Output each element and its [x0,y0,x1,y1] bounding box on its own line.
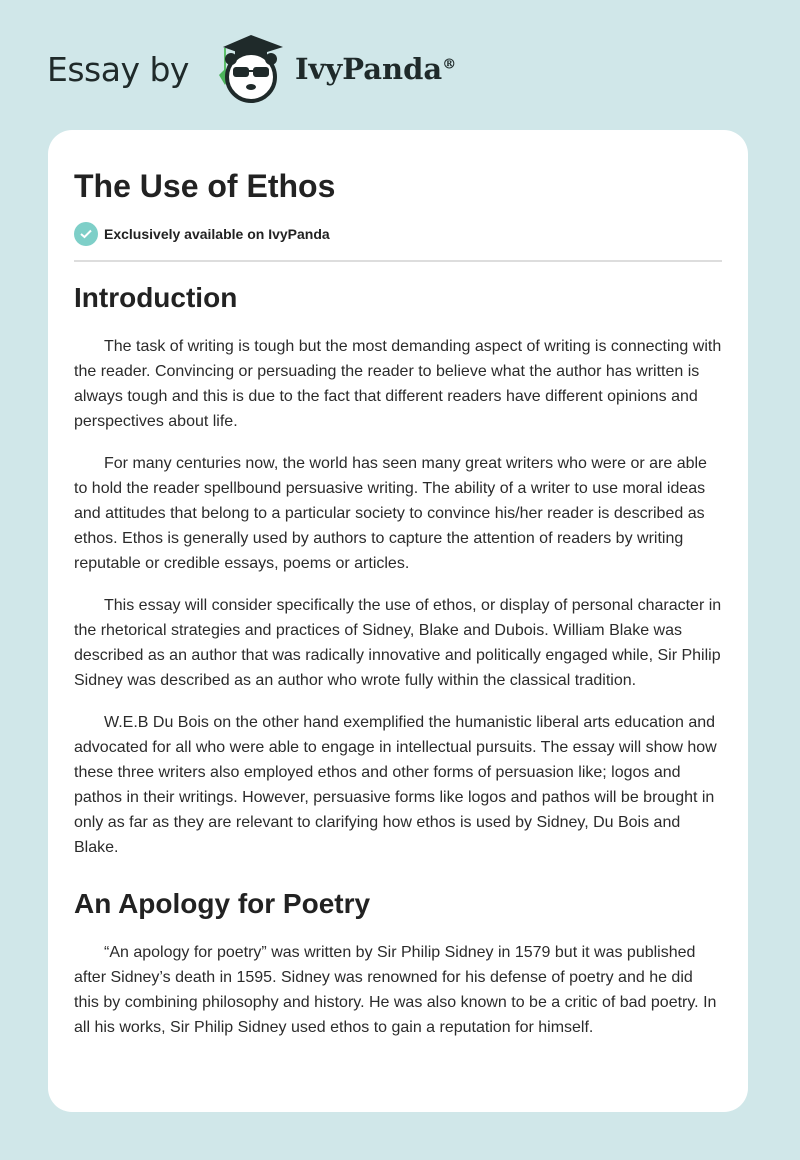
brand-name [295,52,456,86]
essay-by-label: Essay by [47,49,189,89]
essay-card [48,130,748,1112]
exclusive-badge [74,222,722,246]
registered-mark: ® [442,56,457,73]
ivypanda-logo-icon[interactable] [207,33,293,105]
paragraph: This essay will consider specifically the use of ethos, or display of personal character in the rhetorical strategies and practices of Sidney, Blake and Dubois. William Blake was described as an author that was radically innovative and politically engaged while, Sir Philip Sidney was described as an author who wrote fully within the classical tradition. [74,597,722,689]
exclusive-badge-text: Exclusively available on IvyPanda [104,226,330,242]
paragraph: The task of writing is tough but the most demanding aspect of writing is connecting with the reader. Convincing or persuading the reader to believe what the author has written is always tough and this is due to the fact that different readers have different opinions and perspectives about life. [74,338,722,430]
page-title: The Use of Ethos [74,168,336,204]
paragraph: “An apology for poetry” was written by Sir Philip Sidney in 1579 but it was published after Sidney’s death in 1595. Sidney was renowned for his defense of poetry and he did this by combining philosophy and history. He was also known to be a critic of bad poetry. In all his works, Sir Philip Sidney used ethos to gain a reputation for himself. [74,944,717,1036]
brand-header [47,34,456,104]
brand-name-text: IvyPanda [294,52,443,86]
divider [74,260,722,262]
section-heading: An Apology for Poetry [74,888,371,919]
paragraph: W.E.B Du Bois on the other hand exemplified the humanistic liberal arts education and advocated for all who were able to engage in intellectual pursuits. The essay will show how these three writers also employed ethos and other forms of persuasion like; logos and pathos in their writings. However, persuasive forms like logos and pathos will be brought in only as far as they are relevant to clarifying how ethos is used by Sidney, Du Bois and Blake. [74,714,717,856]
check-icon [74,222,98,246]
paragraph: For many centuries now, the world has seen many great writers who were or are able to hold the reader spellbound persuasive writing. The ability of a writer to use moral ideas and attitudes that belong to a particular society to convince his/her reader is described as ethos. Ethos is generally used by authors to capture the attention of readers by writing reputable or credible essays, poems or articles. [74,455,707,572]
section-heading: Introduction [74,282,238,313]
